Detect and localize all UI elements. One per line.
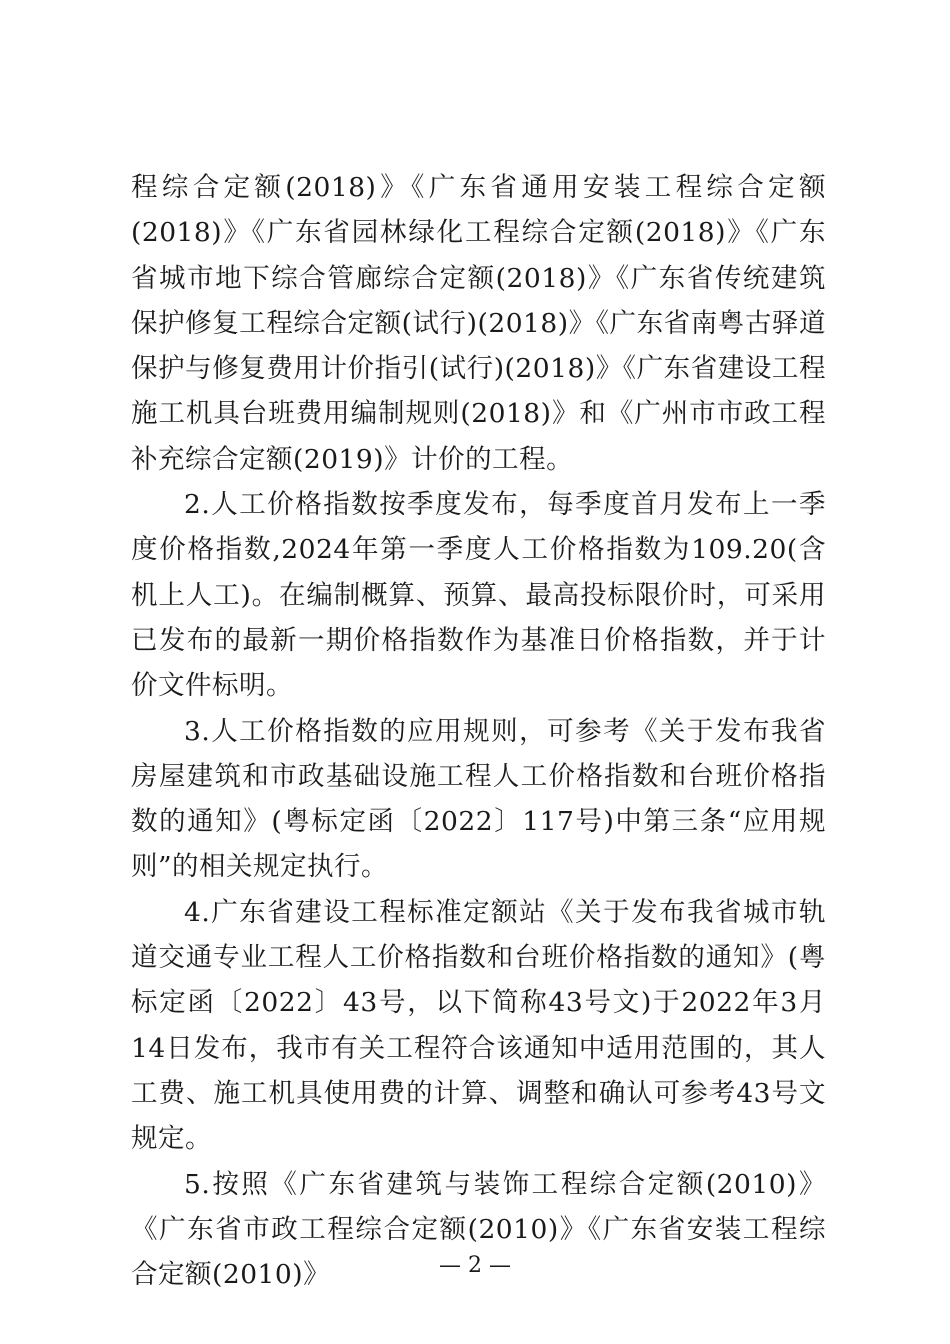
paragraph-item-4: 4.广东省建设工程标准定额站《关于发布我省城市轨道交通专业工程人工价格指数和台班价格指数的通知》(粤标定函〔2022〕43号，以下简称43号文)于2022年3月14日发布，我市有关工程符合该通知中适用范围的，其人工费、施工机具使用费的计算、调整和确认可参考43号文规定。 — [131, 896, 826, 1155]
body-text — [131, 165, 826, 1297]
paragraph-item-2: 2.人工价格指数按季度发布，每季度首月发布上一季度价格指数,2024年第一季度人工价格指数为109.20(含机上人工)。在编制概算、预算、最高投标限价时，可采用已发布的最新一期价格指数作为基准日价格指数，并于计价文件标明。 — [131, 489, 826, 702]
paragraph-item-3: 3.人工价格指数的应用规则，可参考《关于发布我省房屋建筑和市政基础设施工程人工价格指数和台班价格指数的通知》(粤标定函〔2022〕117号)中第三条“应用规则”的相关规定执行。 — [131, 715, 826, 883]
paragraph-item-5: 5.按照《广东省建筑与装饰工程综合定额(2010)》《广东省市政工程综合定额(2010)》《广东省安装工程综合定额(2010)》 — [131, 1168, 826, 1291]
page-number: — 2 — — [439, 1253, 511, 1278]
paragraph-continuation: 程综合定额(2018)》《广东省通用安装工程综合定额(2018)》《广东省园林绿化工程综合定额(2018)》《广东省城市地下综合管廊综合定额(2018)》《广东省传统建筑保护修复工程综合定额(试行)(2018)》《广东省南粤古驿道保护与修复费用计价指引(试行)(2018)》《广东省建设工程施工机具台班费用编制规则(2018)》和《广州市市政工程补充综合定额(2019)》计价的工程。 — [131, 172, 826, 475]
